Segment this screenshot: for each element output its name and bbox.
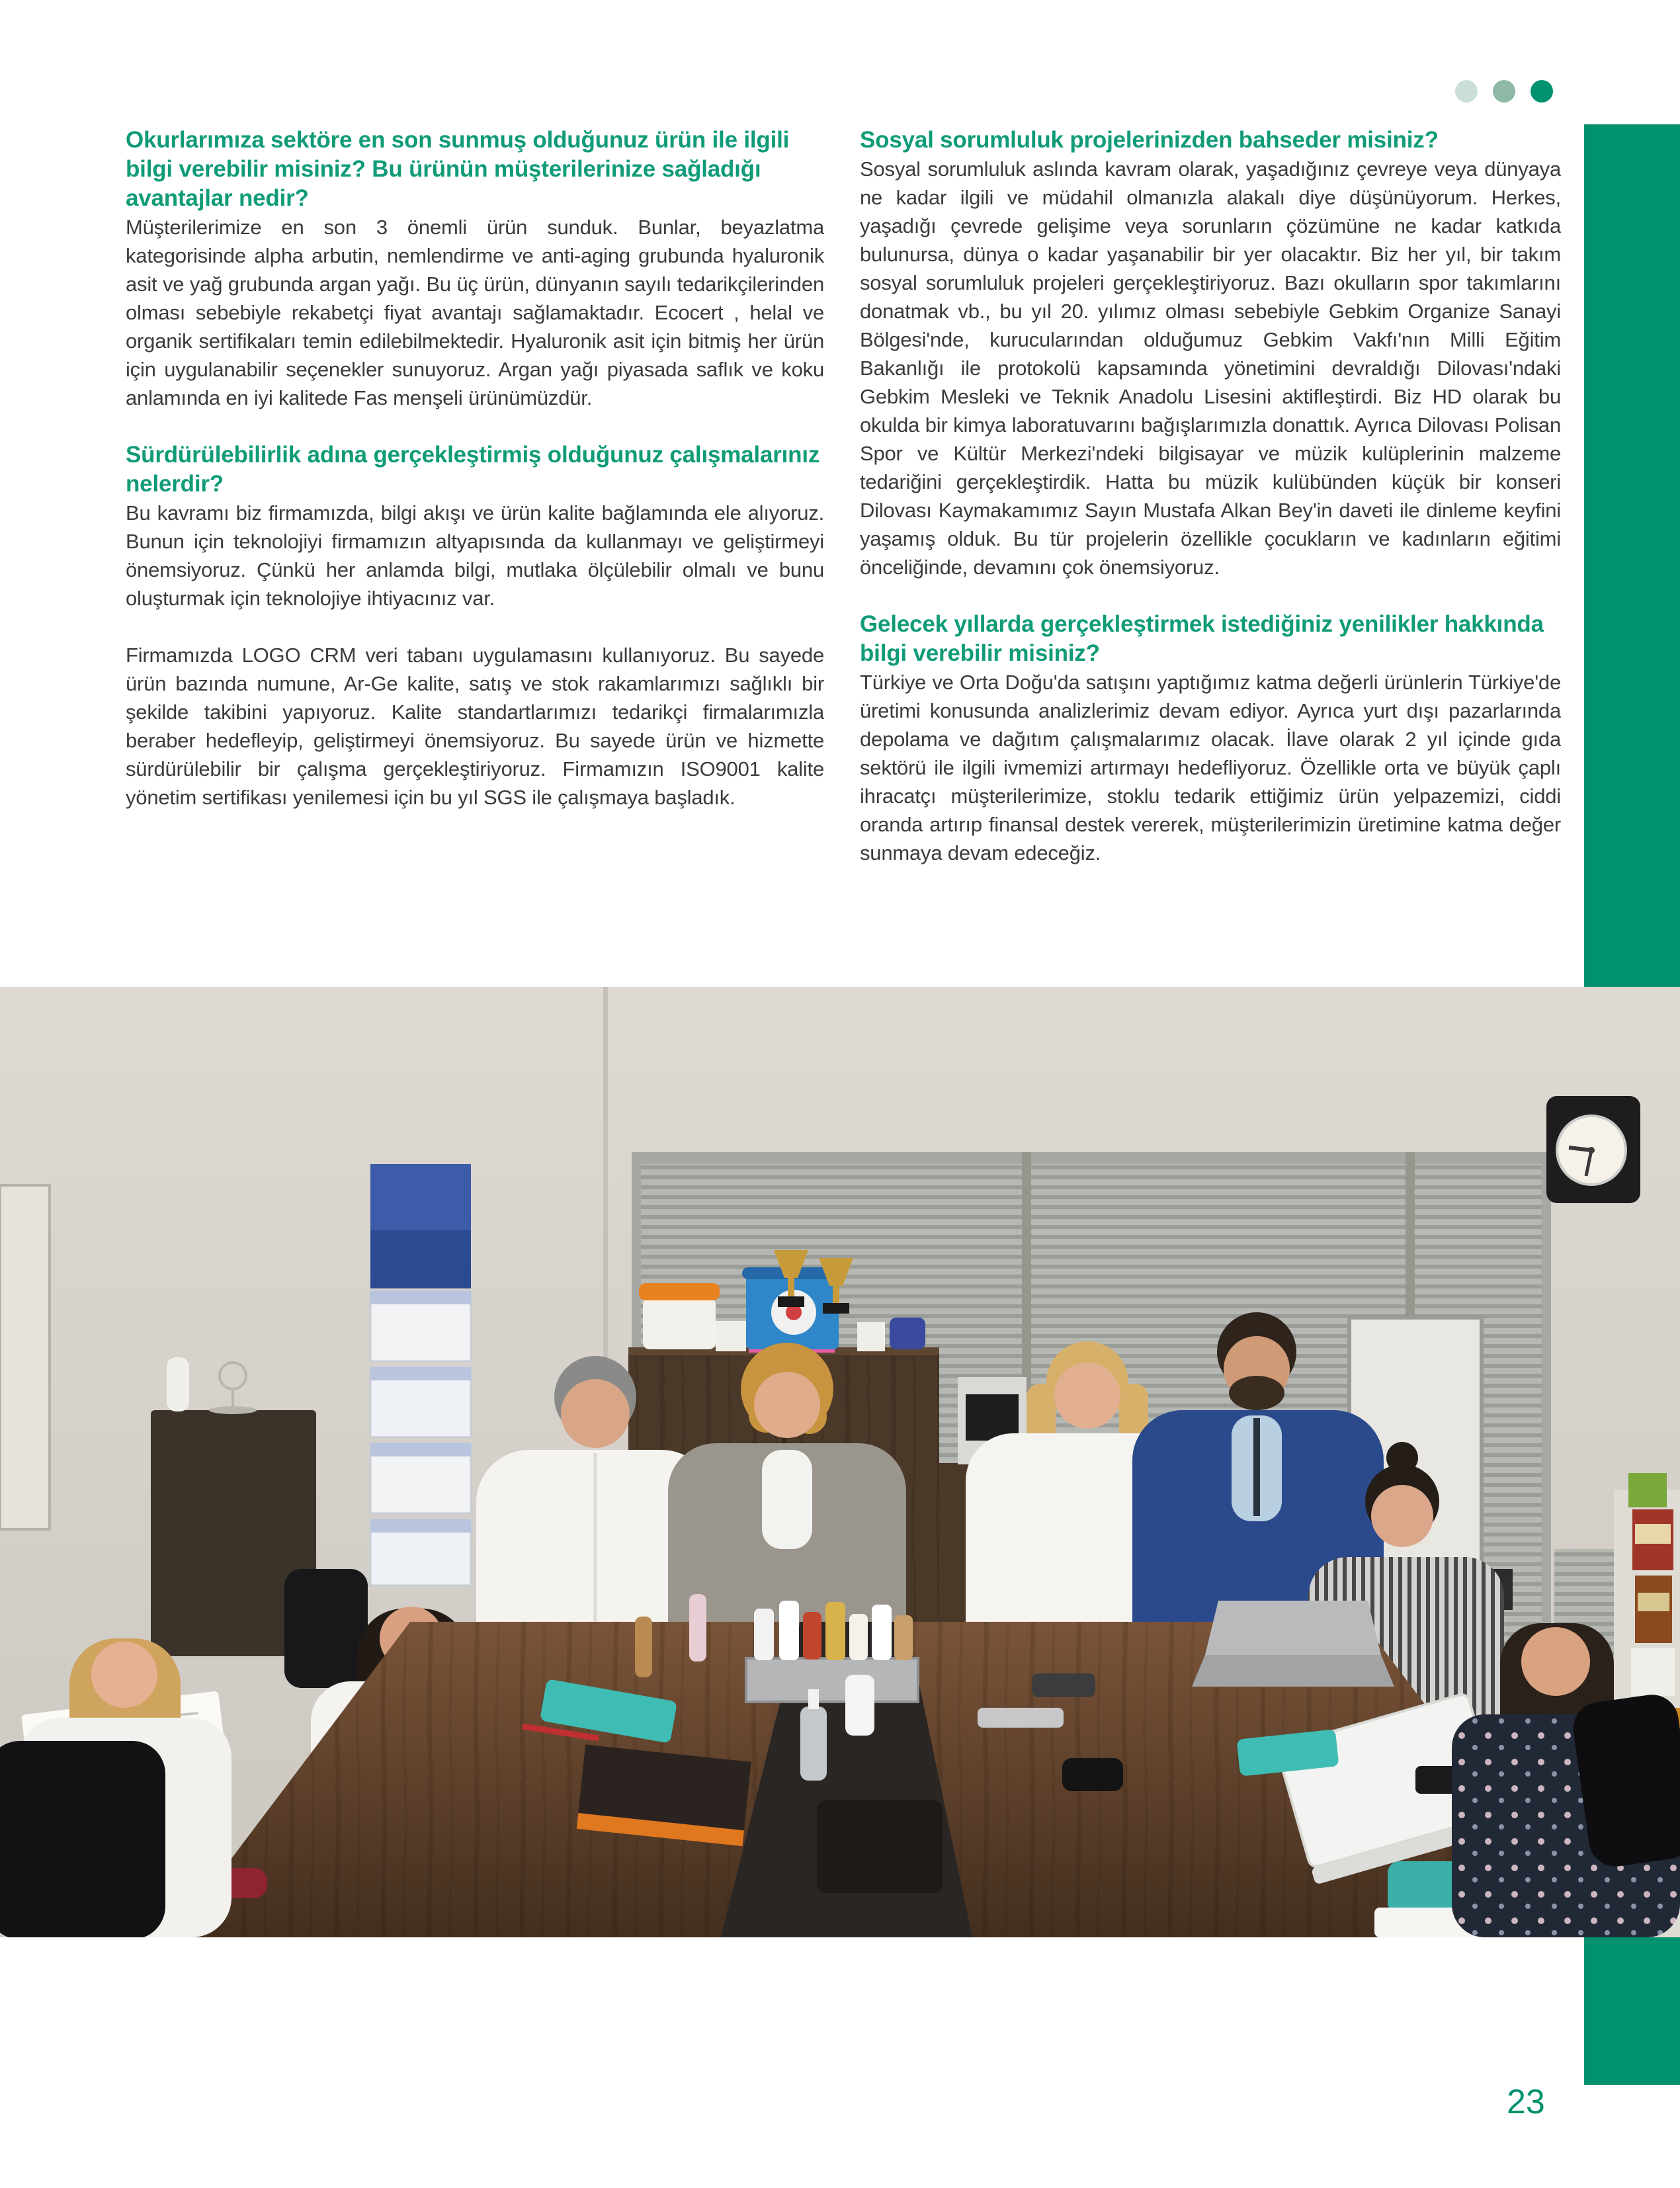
- air-freshener: [167, 1357, 189, 1411]
- team-photo: [0, 987, 1680, 1937]
- dot-medium-icon: [1493, 80, 1515, 103]
- section-progress-dots: [1455, 80, 1553, 103]
- question-heading: Okurlarımıza sektöre en son sunmuş olduğunuz ürün ile ilgili bilgi verebilir misiniz? Bu ürünün müşterilerinize sağladığı avantajlar nedir?: [126, 127, 790, 211]
- blue-pouch: [890, 1318, 925, 1349]
- answer-paragraph: Sosyal sorumluluk aslında kavram olarak, yaşadığınız çevreye veya dünyaya ne kadar ilgili ve müdahil olmanızla alakalı diye düşünüyorum. Herkes, yaşadığı çevrede gelişime veya sorunların çözümüne ne kadar katkıda bulunursa, dünya o kadar yaşanabilir bir yer olacaktır. Biz her yıl, bir takım sosyal sorumluluk projeleri gerçekleştiriyoruz. Bazı okulların spor takımlarını donatmak vb., bu yıl 20. yılımız olması sebebiyle Gebkim Organize Sanayi Bölgesi'nde, kurucularından olduğumuz Gebkim Vakfı'nın Milli Eğitim Bakanlığı ile protokolü kapsamında yönetimini devraldığı Dilovası'ndaki Gebkim Mesleki ve Teknik Anadolu Lisesini aktifleştirdi. Biz HD olarak bu okulda bir kimya laboratuvarını bağışlarımızla donattık. Ayrıca Dilovası Polisan Spor ve Kültür Merkezi'ndeki bilgisayar ve müzik kulüplerinin malzeme tedariğini gerçekleştirdik. Hatta bu müzik kulübünden küçük bir konseri Dilovası Kaymakamımız Sayın Mustafa Alkan Bey'in daveti ile dinleme keyfini yaşamış olduk. Bu tür projelerin özellikle çocukların ve kadınların eğitimi önceliğinde, devamını çok önemsiyoruz.: [860, 157, 1561, 579]
- question-heading: Gelecek yıllarda gerçekleştirmek istediğiniz yenilikler hakkında bilgi verebilir misiniz?: [860, 611, 1544, 666]
- award-plaque: [857, 1322, 885, 1351]
- article-section: [126, 126, 824, 412]
- dot-dark-icon: [1531, 80, 1553, 103]
- answer-paragraph: Müşterilerimize en son 3 önemli ürün sunduk. Bunlar, beyazlatma kategorisinde alpha arbutin, nemlendirme ve anti-aging grubunda hyaluronik asit ve yağ grubunda argan yağı. Bu üç ürün, dünyanın sayılı tedarikçilerinden olması sebebiyle rekabetçi fiyat avantajı sağlamaktadır. Ecocert , helal ve organik sertifikaları temin edilebilmektedir. Hyaluronik asit için bitmiş her ürün için uygulanabilir seçenekler sunuyoruz. Argan yağı piyasada saflık ve koku anlamında en iyi kalitede Fas menşeli ürünümüzdür.: [126, 216, 824, 409]
- article-column-right: [860, 126, 1561, 986]
- award-plaque: [716, 1321, 746, 1351]
- article-column-left: [126, 126, 824, 986]
- answer-paragraph: Bu kavramı biz firmamızda, bilgi akışı ve ürün kalite bağlamında ele alıyoruz. Bunun için teknolojiyi firmamızın altyapısında da kullanmayı ve geliştirmeyi önemsiyoruz. Çünkü her anlamda bilgi, mutlaka ölçülebilir olmalı ve bunu oluşturmak için teknolojiye ihtiyacınız var.: [126, 501, 824, 610]
- sample-case: [746, 1658, 918, 1702]
- dot-light-icon: [1455, 80, 1478, 103]
- answer-paragraph: Firmamızda LOGO CRM veri tabanı uygulamasını kullanıyoruz. Bu sayede ürün bazında numune, Ar-Ge kalite, satış ve stok rakamlarımızı sağlıklı bir şekilde takibini yapıyoruz. Kalite standartlarımızı tedarikçi firmalarımızla beraber hedefleyip, geliştirmeyi önemsiyoruz. Bu sayede ürün ve hizmette sürdürülebilir bir çalışma gerçekleştiriyoruz. Firmamızın ISO9001 kalite yönetim sertifikası yenilemesi için bu yıl SGS ile çalışmaya başladık.: [126, 644, 824, 809]
- office-chair: [0, 1741, 165, 1937]
- article-section: [860, 610, 1561, 867]
- wall-clock: [1546, 1096, 1640, 1203]
- question-heading: Sürdürülebilirlik adına gerçekleştirmiş olduğunuz çalışmalarınız nelerdir?: [126, 442, 820, 497]
- silver-laptop: [1192, 1601, 1394, 1687]
- article-section: [126, 441, 824, 812]
- article-section: [860, 126, 1561, 581]
- page-number: 23: [1507, 2083, 1545, 2121]
- wall-calendar: [370, 1164, 471, 1585]
- product-jar: [643, 1298, 716, 1349]
- office-chair: [284, 1569, 368, 1688]
- orange-booklet: [577, 1745, 751, 1847]
- question-heading: Sosyal sorumluluk projelerinizden bahseder misiniz?: [860, 127, 1439, 153]
- answer-paragraph: Türkiye ve Orta Doğu'da satışını yaptığımız katma değerli ürünlerin Türkiye'de üretimi konusunda analizlerimiz devam ediyor. Ayrıca yurt dışı pazarlarında depolama ve dağıtım çalışmalarımız olacak. İlave olarak 2 yıl içinde gıda sektörü ile ilgili ivmemizi artırmayı hedefliyoruz. Özellikle orta ve büyük çaplı ihracatçı müşterilerimize, stoklu tedarik ettiğimiz ürün yelpazemizi, ciddi oranda artırıp finansal destek vererek, müşterilerimizin üretimine katma değer sunmaya devam edeceğiz.: [860, 671, 1561, 864]
